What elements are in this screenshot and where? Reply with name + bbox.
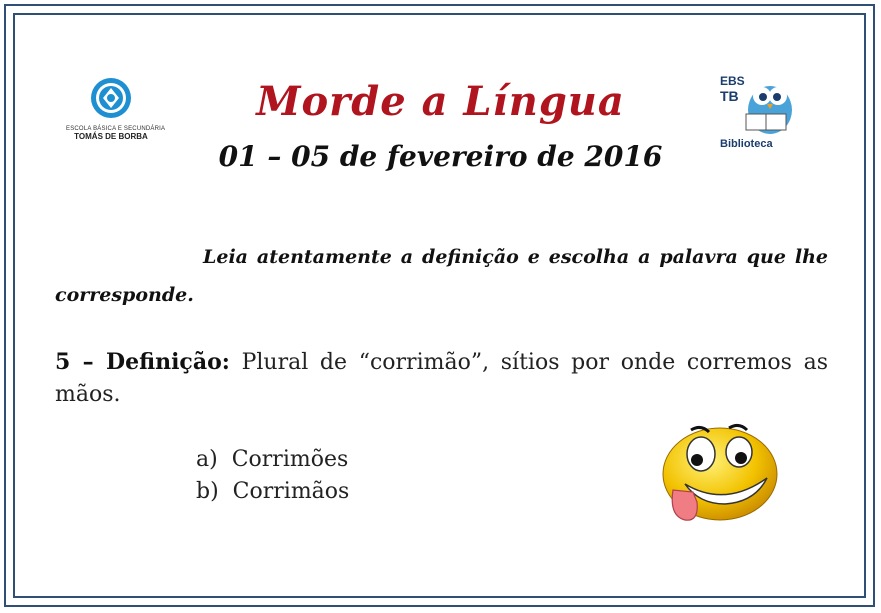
answer-options	[196, 444, 349, 508]
option-a[interactable]	[196, 444, 349, 476]
event-dates: 01 – 05 de fevereiro de 2016	[218, 140, 663, 173]
page-title: Morde a Língua	[256, 78, 625, 125]
question-text: Plural de “corrimão”, sítios por onde corremos as mãos.	[55, 350, 829, 407]
option-b[interactable]	[196, 476, 349, 508]
library-label: Biblioteca	[720, 138, 773, 150]
option-text: Corrimãos	[232, 479, 350, 504]
library-tb-text: TB	[720, 88, 739, 104]
tongue-out-smiley-icon	[655, 412, 785, 527]
option-text: Corrimões	[231, 447, 349, 472]
instruction-text: Leia atentamente a definição e escolha a palavra que lhe corresponde.	[55, 246, 828, 306]
school-name-line2: TOMÁS DE BORBA	[74, 132, 148, 141]
option-letter: a)	[196, 447, 218, 472]
option-letter: b)	[196, 479, 219, 504]
question-label: 5 – Definição:	[55, 349, 230, 375]
question-definition	[55, 346, 828, 411]
library-ebs-text: EBS	[720, 74, 745, 88]
school-name-line1: ESCOLA BÁSICA E SECUNDÁRIA	[66, 126, 166, 132]
